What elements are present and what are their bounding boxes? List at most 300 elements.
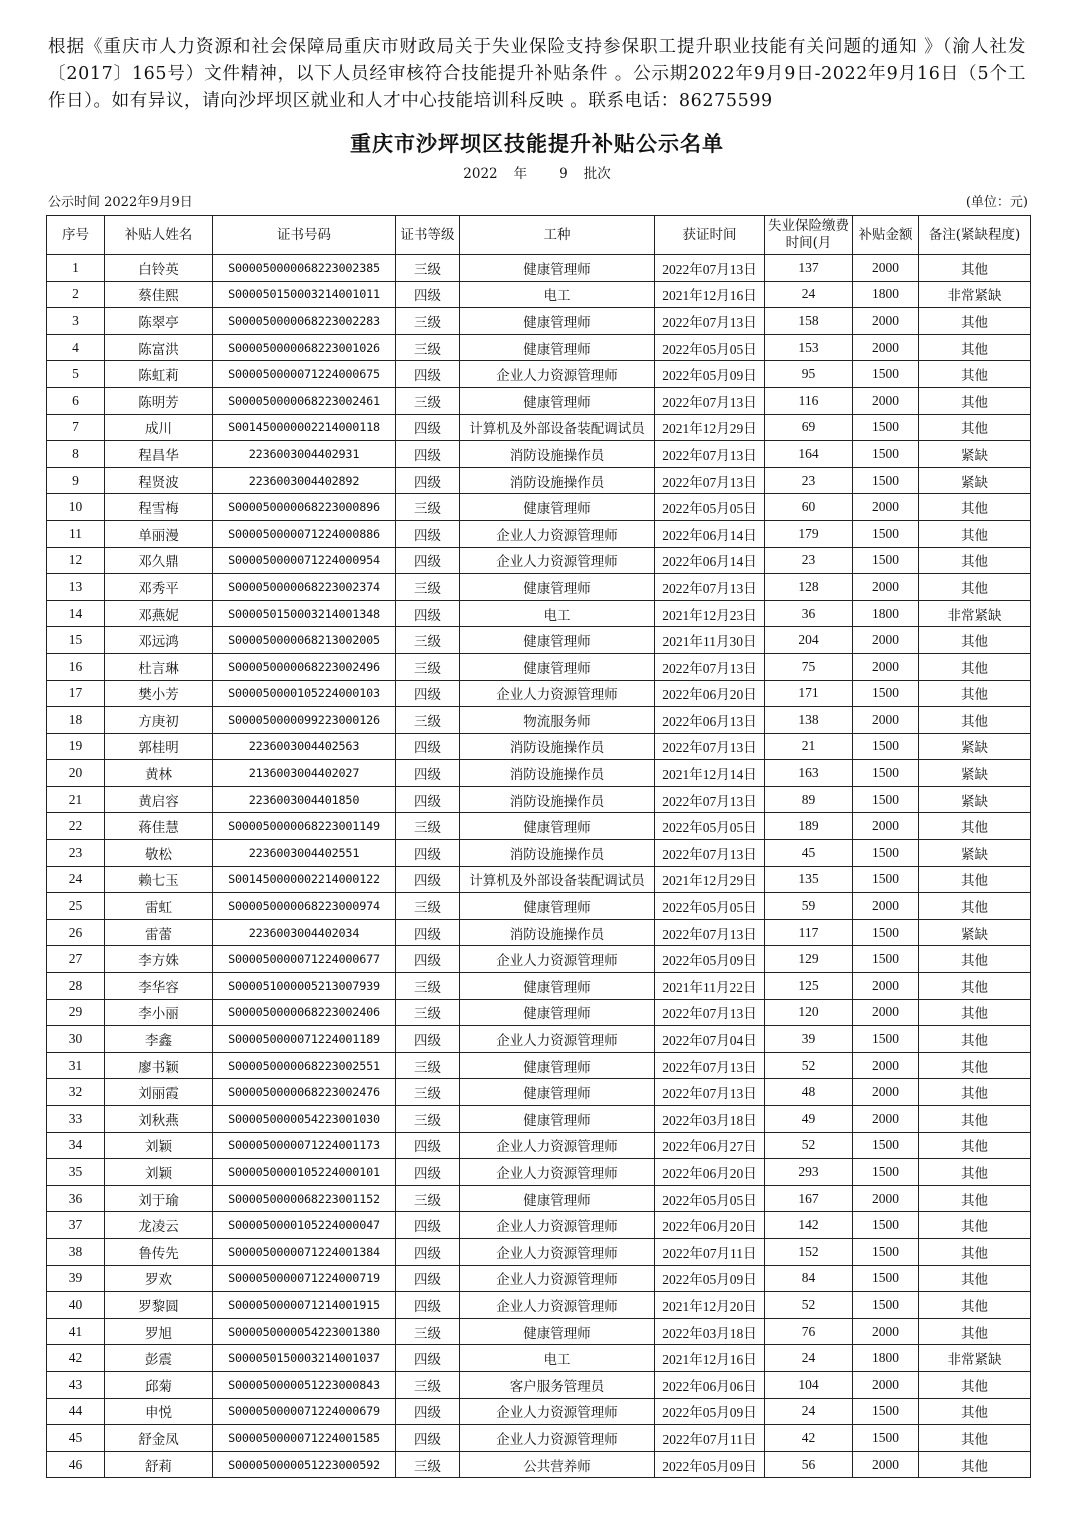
- cell-name: 雷蕾: [105, 919, 213, 946]
- cell-job-type: 企业人力资源管理师: [460, 547, 655, 574]
- cell-index: 33: [47, 1106, 105, 1133]
- cell-name: 郭桂明: [105, 733, 213, 760]
- cell-cert-number: S000050000071224000675: [213, 361, 396, 388]
- cell-amount: 2000: [853, 1052, 919, 1079]
- cell-index: 42: [47, 1345, 105, 1372]
- cell-cert-level: 三级: [396, 255, 460, 282]
- cell-cert-level: 三级: [396, 999, 460, 1026]
- cell-insurance-months: 164: [765, 441, 853, 468]
- cell-amount: 2000: [853, 1371, 919, 1398]
- cell-name: 彭震: [105, 1345, 213, 1372]
- cell-cert-date: 2022年06月14日: [655, 520, 765, 547]
- cell-job-type: 健康管理师: [460, 334, 655, 361]
- cell-cert-date: 2021年12月16日: [655, 281, 765, 308]
- cell-remark: 其他: [919, 627, 1031, 654]
- cell-index: 14: [47, 600, 105, 627]
- unit-label: (单位：元): [965, 195, 1028, 210]
- cell-index: 26: [47, 919, 105, 946]
- cell-cert-number: 2236003004402034: [213, 919, 396, 946]
- table-row: [47, 707, 1031, 734]
- cell-insurance-months: 24: [765, 1398, 853, 1425]
- cell-name: 舒金凤: [105, 1425, 213, 1452]
- cell-insurance-months: 76: [765, 1318, 853, 1345]
- cell-amount: 1500: [853, 414, 919, 441]
- cell-job-type: 企业人力资源管理师: [460, 1292, 655, 1319]
- cell-amount: 1500: [853, 946, 919, 973]
- cell-job-type: 电工: [460, 600, 655, 627]
- cell-cert-number: S000050000071224000886: [213, 520, 396, 547]
- cell-remark: 其他: [919, 308, 1031, 335]
- cell-amount: 2000: [853, 1185, 919, 1212]
- cell-job-type: 健康管理师: [460, 494, 655, 521]
- cell-remark: 紧缺: [919, 760, 1031, 787]
- cell-cert-date: 2022年05月09日: [655, 361, 765, 388]
- cell-index: 5: [47, 361, 105, 388]
- cell-insurance-months: 179: [765, 520, 853, 547]
- cell-cert-level: 四级: [396, 441, 460, 468]
- cell-job-type: 消防设施操作员: [460, 760, 655, 787]
- cell-amount: 1500: [853, 547, 919, 574]
- cell-job-type: 客户服务管理员: [460, 1371, 655, 1398]
- cell-cert-date: 2021年12月20日: [655, 1292, 765, 1319]
- cell-insurance-months: 69: [765, 414, 853, 441]
- cell-cert-number: S000050000068223002476: [213, 1079, 396, 1106]
- cell-index: 46: [47, 1451, 105, 1478]
- cell-job-type: 健康管理师: [460, 813, 655, 840]
- cell-index: 15: [47, 627, 105, 654]
- cell-cert-level: 四级: [396, 1159, 460, 1186]
- cell-cert-number: 2236003004401850: [213, 786, 396, 813]
- cell-cert-level: 四级: [396, 786, 460, 813]
- cell-amount: 1500: [853, 467, 919, 494]
- cell-cert-date: 2022年05月09日: [655, 1265, 765, 1292]
- table-row: [47, 786, 1031, 813]
- header-insurance-months: 失业保险缴费时间(月: [765, 216, 853, 255]
- cell-cert-number: S000051000005213007939: [213, 973, 396, 1000]
- cell-job-type: 企业人力资源管理师: [460, 1212, 655, 1239]
- cell-remark: 其他: [919, 1079, 1031, 1106]
- cell-cert-date: 2022年07月13日: [655, 653, 765, 680]
- cell-cert-number: S001450000002214000118: [213, 414, 396, 441]
- cell-cert-level: 四级: [396, 840, 460, 867]
- cell-cert-number: S000050000068213002005: [213, 627, 396, 654]
- cell-remark: 其他: [919, 414, 1031, 441]
- cell-cert-date: 2022年06月27日: [655, 1132, 765, 1159]
- batch-year-unit: 年: [513, 166, 528, 182]
- cell-name: 刘丽霞: [105, 1079, 213, 1106]
- cell-cert-number: S000050000054223001380: [213, 1318, 396, 1345]
- cell-cert-level: 三级: [396, 1052, 460, 1079]
- cell-insurance-months: 89: [765, 786, 853, 813]
- cell-insurance-months: 120: [765, 999, 853, 1026]
- cell-cert-level: 三级: [396, 1079, 460, 1106]
- cell-remark: 其他: [919, 707, 1031, 734]
- header-name: 补贴人姓名: [105, 216, 213, 255]
- cell-job-type: 企业人力资源管理师: [460, 1238, 655, 1265]
- cell-index: 28: [47, 973, 105, 1000]
- header-index: 序号: [47, 216, 105, 255]
- cell-amount: 1500: [853, 1292, 919, 1319]
- cell-insurance-months: 158: [765, 308, 853, 335]
- cell-job-type: 计算机及外部设备装配调试员: [460, 414, 655, 441]
- cell-index: 12: [47, 547, 105, 574]
- cell-cert-level: 四级: [396, 946, 460, 973]
- cell-cert-level: 三级: [396, 494, 460, 521]
- cell-remark: 其他: [919, 387, 1031, 414]
- cell-insurance-months: 153: [765, 334, 853, 361]
- cell-name: 雷虹: [105, 893, 213, 920]
- cell-remark: 其他: [919, 574, 1031, 601]
- table-row: [47, 1371, 1031, 1398]
- cell-cert-number: S000050000071224001585: [213, 1425, 396, 1452]
- table-row: [47, 255, 1031, 282]
- cell-insurance-months: 42: [765, 1425, 853, 1452]
- cell-cert-number: S000050000068223002385: [213, 255, 396, 282]
- cell-cert-number: S000050000071224001173: [213, 1132, 396, 1159]
- cell-job-type: 电工: [460, 1345, 655, 1372]
- cell-job-type: 健康管理师: [460, 627, 655, 654]
- cell-cert-date: 2022年07月13日: [655, 255, 765, 282]
- cell-cert-level: 四级: [396, 1345, 460, 1372]
- cell-amount: 2000: [853, 255, 919, 282]
- cell-cert-number: S000050000071224000719: [213, 1265, 396, 1292]
- table-row: [47, 467, 1031, 494]
- cell-cert-number: S000050000099223000126: [213, 707, 396, 734]
- cell-cert-number: S000050000068223002496: [213, 653, 396, 680]
- cell-index: 24: [47, 866, 105, 893]
- cell-index: 37: [47, 1212, 105, 1239]
- cell-cert-date: 2022年05月09日: [655, 1398, 765, 1425]
- cell-insurance-months: 129: [765, 946, 853, 973]
- cell-remark: 其他: [919, 494, 1031, 521]
- cell-remark: 其他: [919, 1106, 1031, 1133]
- cell-remark: 其他: [919, 1238, 1031, 1265]
- cell-amount: 2000: [853, 334, 919, 361]
- cell-cert-number: 2236003004402892: [213, 467, 396, 494]
- cell-cert-number: S000050000105224000047: [213, 1212, 396, 1239]
- cell-remark: 其他: [919, 973, 1031, 1000]
- cell-remark: 其他: [919, 1212, 1031, 1239]
- cell-index: 13: [47, 574, 105, 601]
- cell-cert-number: S000050000105224000103: [213, 680, 396, 707]
- document-title: 重庆市沙坪坝区技能提升补贴公示名单: [350, 131, 724, 156]
- cell-cert-date: 2022年05月05日: [655, 1185, 765, 1212]
- cell-amount: 1500: [853, 1026, 919, 1053]
- cell-remark: 紧缺: [919, 467, 1031, 494]
- cell-amount: 1500: [853, 1265, 919, 1292]
- table-row: [47, 1026, 1031, 1053]
- cell-index: 44: [47, 1398, 105, 1425]
- cell-remark: 紧缺: [919, 441, 1031, 468]
- cell-cert-date: 2022年07月04日: [655, 1026, 765, 1053]
- cell-amount: 1800: [853, 600, 919, 627]
- cell-index: 4: [47, 334, 105, 361]
- cell-remark: 其他: [919, 1159, 1031, 1186]
- cell-job-type: 健康管理师: [460, 1106, 655, 1133]
- cell-cert-level: 四级: [396, 361, 460, 388]
- cell-job-type: 健康管理师: [460, 893, 655, 920]
- header-amount: 补贴金额: [853, 216, 919, 255]
- cell-job-type: 企业人力资源管理师: [460, 1159, 655, 1186]
- table-row: [47, 840, 1031, 867]
- cell-remark: 其他: [919, 1292, 1031, 1319]
- cell-remark: 紧缺: [919, 840, 1031, 867]
- cell-name: 杜言琳: [105, 653, 213, 680]
- cell-amount: 1500: [853, 441, 919, 468]
- cell-index: 11: [47, 520, 105, 547]
- cell-job-type: 企业人力资源管理师: [460, 1026, 655, 1053]
- cell-amount: 2000: [853, 893, 919, 920]
- table-row: [47, 1185, 1031, 1212]
- cell-amount: 2000: [853, 308, 919, 335]
- cell-name: 罗旭: [105, 1318, 213, 1345]
- cell-name: 赖七玉: [105, 866, 213, 893]
- cell-index: 6: [47, 387, 105, 414]
- cell-remark: 其他: [919, 946, 1031, 973]
- cell-job-type: 健康管理师: [460, 387, 655, 414]
- cell-cert-number: S000050000071224000677: [213, 946, 396, 973]
- cell-cert-date: 2022年06月20日: [655, 1212, 765, 1239]
- cell-remark: 其他: [919, 334, 1031, 361]
- cell-index: 36: [47, 1185, 105, 1212]
- cell-insurance-months: 84: [765, 1265, 853, 1292]
- cell-cert-number: 2236003004402563: [213, 733, 396, 760]
- cell-insurance-months: 52: [765, 1052, 853, 1079]
- cell-job-type: 企业人力资源管理师: [460, 1132, 655, 1159]
- cell-name: 陈虹莉: [105, 361, 213, 388]
- cell-cert-date: 2022年07月13日: [655, 467, 765, 494]
- cell-index: 32: [47, 1079, 105, 1106]
- cell-index: 16: [47, 653, 105, 680]
- table-row: [47, 494, 1031, 521]
- cell-cert-date: 2022年07月13日: [655, 1052, 765, 1079]
- cell-cert-level: 四级: [396, 1265, 460, 1292]
- cell-cert-date: 2022年05月05日: [655, 334, 765, 361]
- cell-index: 35: [47, 1159, 105, 1186]
- cell-insurance-months: 104: [765, 1371, 853, 1398]
- cell-job-type: 健康管理师: [460, 308, 655, 335]
- cell-insurance-months: 24: [765, 1345, 853, 1372]
- batch-line: [0, 162, 1074, 182]
- cell-job-type: 健康管理师: [460, 1052, 655, 1079]
- cell-cert-number: S000050000068223001149: [213, 813, 396, 840]
- cell-cert-level: 三级: [396, 653, 460, 680]
- cell-amount: 2000: [853, 627, 919, 654]
- cell-cert-level: 三级: [396, 1451, 460, 1478]
- cell-cert-number: S000050000051223000843: [213, 1371, 396, 1398]
- cell-name: 樊小芳: [105, 680, 213, 707]
- cell-cert-level: 三级: [396, 627, 460, 654]
- cell-cert-level: 四级: [396, 1026, 460, 1053]
- cell-cert-date: 2022年07月13日: [655, 786, 765, 813]
- cell-cert-number: 2136003004402027: [213, 760, 396, 787]
- cell-job-type: 计算机及外部设备装配调试员: [460, 866, 655, 893]
- header-job-type: 工种: [460, 216, 655, 255]
- cell-cert-level: 三级: [396, 813, 460, 840]
- cell-cert-number: S000050150003214001011: [213, 281, 396, 308]
- cell-cert-date: 2021年12月29日: [655, 866, 765, 893]
- cell-cert-number: S000050000054223001030: [213, 1106, 396, 1133]
- cell-insurance-months: 293: [765, 1159, 853, 1186]
- cell-amount: 1500: [853, 1159, 919, 1186]
- cell-amount: 1500: [853, 919, 919, 946]
- cell-cert-date: 2022年07月13日: [655, 1079, 765, 1106]
- cell-job-type: 健康管理师: [460, 255, 655, 282]
- cell-amount: 2000: [853, 1451, 919, 1478]
- cell-name: 邓秀平: [105, 574, 213, 601]
- table-row: [47, 893, 1031, 920]
- cell-remark: 其他: [919, 1052, 1031, 1079]
- table-row: [47, 1238, 1031, 1265]
- cell-name: 黄启容: [105, 786, 213, 813]
- cell-insurance-months: 75: [765, 653, 853, 680]
- cell-job-type: 消防设施操作员: [460, 786, 655, 813]
- cell-cert-date: 2021年12月29日: [655, 414, 765, 441]
- cell-cert-date: 2022年05月09日: [655, 1451, 765, 1478]
- cell-name: 程雪梅: [105, 494, 213, 521]
- cell-index: 29: [47, 999, 105, 1026]
- cell-insurance-months: 21: [765, 733, 853, 760]
- cell-cert-number: S000050000068223002461: [213, 387, 396, 414]
- cell-insurance-months: 59: [765, 893, 853, 920]
- cell-insurance-months: 52: [765, 1292, 853, 1319]
- table-row: [47, 653, 1031, 680]
- cell-amount: 1500: [853, 520, 919, 547]
- publish-time: 公示时间 2022年9月9日: [48, 195, 193, 210]
- cell-cert-level: 三级: [396, 973, 460, 1000]
- cell-index: 7: [47, 414, 105, 441]
- cell-insurance-months: 60: [765, 494, 853, 521]
- cell-name: 廖书颖: [105, 1052, 213, 1079]
- cell-cert-number: S000050000068223002406: [213, 999, 396, 1026]
- cell-cert-number: S000050000068223002283: [213, 308, 396, 335]
- cell-name: 刘颖: [105, 1159, 213, 1186]
- cell-amount: 1500: [853, 1425, 919, 1452]
- cell-amount: 2000: [853, 707, 919, 734]
- notice-paragraph: 根据《重庆市人力资源和社会保障局重庆市财政局关于失业保险支持参保职工提升职业技能有关问题的通知 》（渝人社发〔2017〕165号）文件精神，以下人员经审核符合技能提升补贴条件 。公示期2022年9月9日-2022年9月16日（5个工作日）。如有异议，请向沙坪坝区就业和人才中心技能培训科反映 。联系电话：86275599: [48, 37, 1026, 111]
- cell-amount: 1800: [853, 281, 919, 308]
- cell-index: 8: [47, 441, 105, 468]
- cell-index: 20: [47, 760, 105, 787]
- table-row: [47, 1079, 1031, 1106]
- batch-number: 9: [559, 166, 568, 182]
- cell-name: 李华容: [105, 973, 213, 1000]
- table-row: [47, 547, 1031, 574]
- header-cert-date: 获证时间: [655, 216, 765, 255]
- cell-cert-date: 2022年05月09日: [655, 946, 765, 973]
- table-header-row: [47, 216, 1031, 255]
- cell-amount: 1500: [853, 1238, 919, 1265]
- cell-index: 2: [47, 281, 105, 308]
- cell-amount: 2000: [853, 494, 919, 521]
- cell-cert-number: S000050000071224001189: [213, 1026, 396, 1053]
- cell-cert-number: S000050000068223002374: [213, 574, 396, 601]
- cell-name: 李方姝: [105, 946, 213, 973]
- cell-insurance-months: 23: [765, 467, 853, 494]
- cell-index: 39: [47, 1265, 105, 1292]
- cell-job-type: 健康管理师: [460, 999, 655, 1026]
- cell-amount: 2000: [853, 1106, 919, 1133]
- cell-cert-number: S000050000071214001915: [213, 1292, 396, 1319]
- cell-remark: 非常紧缺: [919, 1345, 1031, 1372]
- cell-cert-level: 四级: [396, 600, 460, 627]
- cell-cert-number: S000050000071224001384: [213, 1238, 396, 1265]
- table-row: [47, 1159, 1031, 1186]
- cell-remark: 非常紧缺: [919, 600, 1031, 627]
- cell-cert-level: 四级: [396, 1238, 460, 1265]
- cell-name: 李小丽: [105, 999, 213, 1026]
- cell-index: 34: [47, 1132, 105, 1159]
- cell-index: 3: [47, 308, 105, 335]
- table-row: [47, 946, 1031, 973]
- cell-name: 龙凌云: [105, 1212, 213, 1239]
- table-row: [47, 1398, 1031, 1425]
- cell-job-type: 健康管理师: [460, 1079, 655, 1106]
- cell-index: 43: [47, 1371, 105, 1398]
- cell-cert-date: 2022年07月11日: [655, 1238, 765, 1265]
- cell-name: 单丽漫: [105, 520, 213, 547]
- cell-remark: 紧缺: [919, 919, 1031, 946]
- cell-remark: 紧缺: [919, 733, 1031, 760]
- cell-name: 邓远鸿: [105, 627, 213, 654]
- table-row: [47, 1106, 1031, 1133]
- cell-index: 22: [47, 813, 105, 840]
- header-cert-level: 证书等级: [396, 216, 460, 255]
- cell-cert-number: 2236003004402551: [213, 840, 396, 867]
- cell-amount: 1500: [853, 1132, 919, 1159]
- cell-insurance-months: 189: [765, 813, 853, 840]
- cell-insurance-months: 56: [765, 1451, 853, 1478]
- table-row: [47, 760, 1031, 787]
- cell-cert-level: 四级: [396, 866, 460, 893]
- cell-amount: 1500: [853, 733, 919, 760]
- cell-insurance-months: 39: [765, 1026, 853, 1053]
- cell-cert-date: 2022年07月13日: [655, 574, 765, 601]
- cell-cert-date: 2022年07月13日: [655, 919, 765, 946]
- cell-remark: 其他: [919, 653, 1031, 680]
- table-row: [47, 627, 1031, 654]
- cell-job-type: 物流服务师: [460, 707, 655, 734]
- table-row: [47, 680, 1031, 707]
- cell-remark: 其他: [919, 1026, 1031, 1053]
- cell-job-type: 消防设施操作员: [460, 733, 655, 760]
- table-row: [47, 334, 1031, 361]
- subsidy-table: [46, 215, 1031, 1478]
- cell-amount: 2000: [853, 387, 919, 414]
- cell-cert-date: 2022年05月05日: [655, 813, 765, 840]
- header-remark: 备注(紧缺程度): [919, 216, 1031, 255]
- cell-insurance-months: 138: [765, 707, 853, 734]
- cell-job-type: 企业人力资源管理师: [460, 361, 655, 388]
- table-row: [47, 574, 1031, 601]
- cell-cert-number: S000050000071224000954: [213, 547, 396, 574]
- cell-job-type: 健康管理师: [460, 973, 655, 1000]
- cell-name: 方庚初: [105, 707, 213, 734]
- cell-cert-date: 2022年06月06日: [655, 1371, 765, 1398]
- cell-index: 27: [47, 946, 105, 973]
- cell-name: 白铃英: [105, 255, 213, 282]
- cell-cert-level: 三级: [396, 1318, 460, 1345]
- cell-remark: 其他: [919, 1451, 1031, 1478]
- cell-cert-level: 四级: [396, 919, 460, 946]
- cell-cert-date: 2022年07月13日: [655, 441, 765, 468]
- cell-cert-date: 2022年05月05日: [655, 893, 765, 920]
- cell-job-type: 消防设施操作员: [460, 840, 655, 867]
- cell-cert-number: S000050000068223000896: [213, 494, 396, 521]
- cell-cert-date: 2022年03月18日: [655, 1318, 765, 1345]
- cell-cert-number: S000050000068223001026: [213, 334, 396, 361]
- cell-cert-level: 四级: [396, 1398, 460, 1425]
